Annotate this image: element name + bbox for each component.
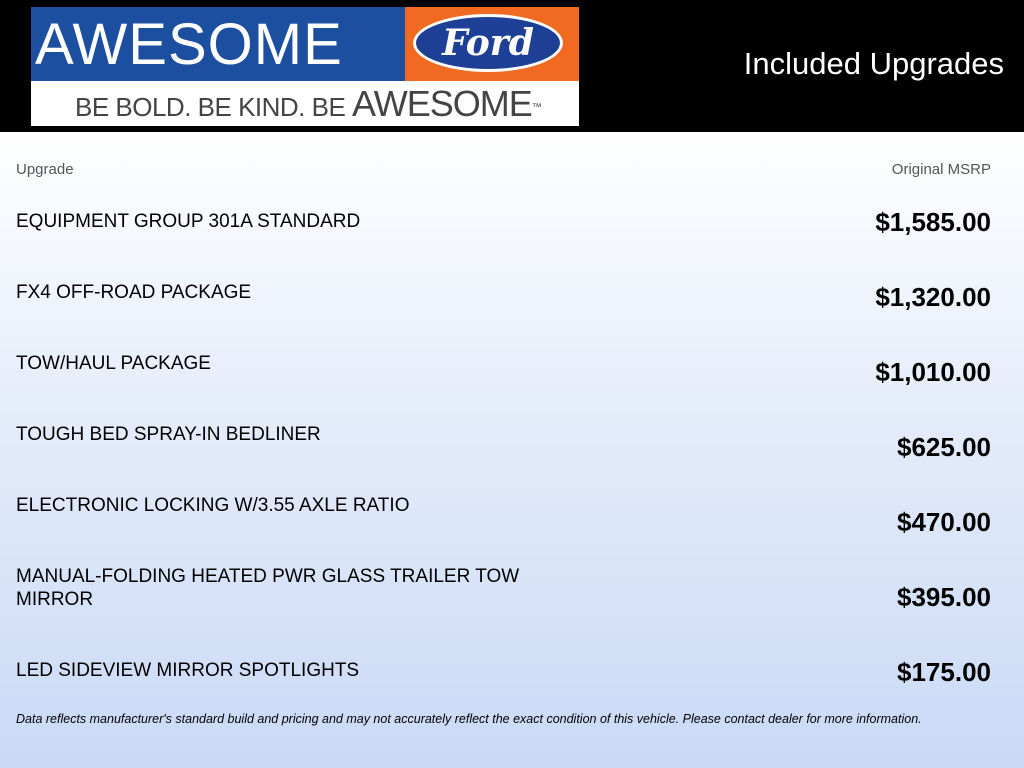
column-header-msrp: Original MSRP [891,161,991,178]
upgrade-price: $395.00 [897,582,991,612]
dealer-logo [31,7,579,126]
upgrade-price: $175.00 [897,657,991,687]
upgrade-name: MANUAL-FOLDING HEATED PWR GLASS TRAILER TOW MIRROR [16,566,520,610]
tagline-prefix: BE BOLD. BE KIND. BE [75,92,353,122]
upgrade-price: $1,320.00 [875,282,991,312]
disclaimer-text: Data reflects manufacturer's standard build and pricing and may not accurately reflect the exact condition of this vehicle. Please contact dealer for more information. [16,712,922,726]
ford-script-text: Ford [442,22,534,64]
upgrade-name: FX4 OFF-ROAD PACKAGE [16,282,252,303]
upgrade-price: $470.00 [897,507,991,537]
upgrade-name: LED SIDEVIEW MIRROR SPOTLIGHTS [16,660,360,681]
page-title: Included Upgrades [743,46,1004,81]
logo-wordmark: AWESOME [35,12,343,77]
tagline-brand: AWESOME [352,83,532,124]
upgrade-price: $1,585.00 [875,207,991,237]
upgrade-price: $1,010.00 [875,357,991,387]
logo-orange-panel [405,7,579,81]
trademark-mark: ™ [531,102,542,113]
ford-oval-logo [413,14,563,72]
upgrade-name: TOW/HAUL PACKAGE [16,353,211,374]
upgrade-price: $625.00 [897,432,991,462]
logo-blue-panel [31,7,405,81]
logo-tagline [75,83,575,125]
upgrade-name: ELECTRONIC LOCKING W/3.55 AXLE RATIO [16,495,410,516]
upgrade-name: EQUIPMENT GROUP 301A STANDARD [16,211,361,232]
header-bar [0,0,1024,132]
column-header-upgrade: Upgrade [16,161,74,178]
upgrade-name: TOUGH BED SPRAY-IN BEDLINER [16,424,321,445]
